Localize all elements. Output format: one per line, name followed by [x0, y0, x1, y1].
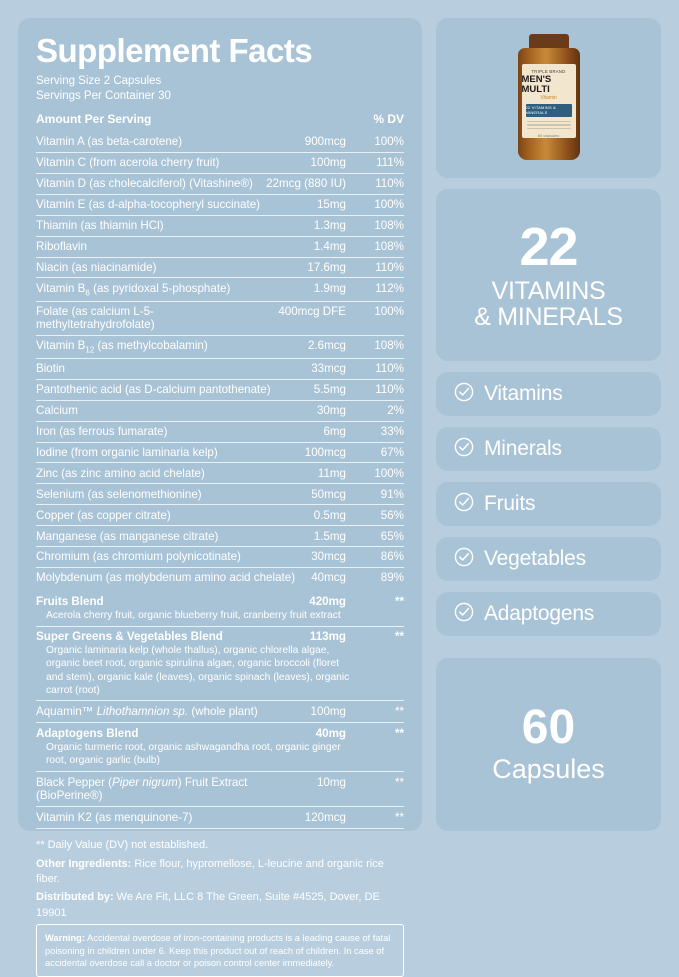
- nutrient-amount: 40mcg: [311, 571, 346, 585]
- nutrient-dv: 100%: [374, 466, 404, 480]
- nutrient-amount: 11mg: [317, 466, 346, 480]
- check-circle-icon: [454, 547, 474, 572]
- nutrient-name: Vitamin $B_{12}$ (as methylcobalamin): [36, 339, 208, 355]
- nutrient-name: Vitamin C (from acerola cherry fruit): [36, 156, 220, 170]
- nutrient-dv: 108%: [374, 218, 404, 232]
- nutrient-amount: 50mcg: [311, 487, 346, 501]
- ingredient-dv: **: [394, 775, 404, 789]
- serving-size: Serving Size 2 Capsules: [36, 74, 162, 87]
- bottle-label-lines: [527, 121, 571, 132]
- feature-chip-adaptogens: [436, 592, 661, 636]
- feature-chip-label: Adaptogens: [484, 602, 595, 625]
- vitamins-minerals-count-card: [436, 189, 661, 361]
- count-label-line1: VITAMINS: [491, 276, 606, 305]
- feature-chip-label: Vitamins: [484, 382, 563, 405]
- nutrient-name: Chromium (as chromium polynicotinate): [36, 550, 241, 564]
- nutrient-name: Folate (as calcium L-5-methyltetrahydrofolate): [36, 304, 155, 332]
- nutrient-amount: 100mcg: [304, 445, 346, 459]
- warning-box: [36, 924, 404, 977]
- nutrient-name: Pantothenic acid (as D-calcium pantothenate): [36, 383, 271, 397]
- bottle-label: [522, 64, 576, 138]
- right-column: [436, 18, 661, 831]
- table-row: [36, 505, 404, 526]
- table-row: [36, 380, 404, 401]
- table-header: [36, 109, 404, 128]
- nutrient-table: [36, 132, 404, 588]
- blend-amount: 40mg: [315, 726, 346, 740]
- feature-chip-list: [436, 372, 661, 647]
- blend-dv: **: [394, 595, 404, 609]
- blend-table: [36, 592, 404, 829]
- bottle-label-title: MEN'S MULTI: [521, 74, 552, 95]
- other-ingredients: [36, 857, 404, 891]
- nutrient-dv: 110%: [375, 260, 404, 274]
- check-circle-icon: [454, 492, 474, 517]
- table-row: [36, 484, 404, 505]
- table-row: [36, 772, 404, 807]
- nutrient-dv: 33%: [380, 424, 404, 438]
- ingredient-name: Aquamin™ Lithothamnion sp. (whole plant): [36, 705, 258, 719]
- distributed-by: [36, 890, 404, 924]
- nutrient-dv: 86%: [380, 550, 404, 564]
- servings-per-container: Servings Per Container 30: [36, 89, 171, 102]
- page-title: Supplement Facts: [36, 32, 313, 69]
- capsule-count-number: 60: [521, 701, 576, 754]
- blend-name: Fruits Blend: [36, 595, 104, 609]
- table-row: [36, 526, 404, 547]
- percent-dv-header: % DV: [373, 111, 404, 126]
- nutrient-name: Vitamin A (as beta-carotene): [36, 135, 183, 149]
- daily-value-note: ** Daily Value (DV) not established.: [36, 838, 209, 851]
- ingredient-amount: 120mcg: [304, 810, 346, 824]
- feature-chip-vitamins: [436, 372, 661, 416]
- nutrient-amount: 30mcg: [311, 550, 346, 564]
- bottle-label-count: 60 capsules: [537, 133, 560, 138]
- feature-chip-minerals: [436, 427, 661, 471]
- table-row: [36, 701, 404, 723]
- nutrient-name: Vitamin E (as d-alpha-tocopheryl succinate): [36, 198, 261, 212]
- blend-dv: **: [394, 726, 404, 740]
- nutrient-amount: 1.9mg: [313, 281, 346, 295]
- nutrient-name: Selenium (as selenomethionine): [36, 487, 202, 501]
- nutrient-amount: 2.6mcg: [307, 339, 346, 353]
- blend-dv: **: [394, 629, 404, 643]
- blend-details: Organic turmeric root, organic ashwagandha root, organic ginger root, organic garlic (bulb): [36, 741, 404, 772]
- table-row: [36, 237, 404, 258]
- ingredient-amount: 10mg: [316, 775, 346, 789]
- table-row: [36, 132, 404, 153]
- table-row: [36, 216, 404, 237]
- nutrient-name: Zinc (as zinc amino acid chelate): [36, 466, 205, 480]
- bottle-label-script: Vitamin: [540, 95, 557, 101]
- check-circle-icon: [454, 437, 474, 462]
- nutrient-dv: 100%: [374, 304, 404, 318]
- nutrient-dv: 110%: [375, 383, 404, 397]
- nutrient-name: Vitamin D (as cholecalciferol) (Vitashine®): [36, 177, 253, 191]
- nutrient-amount: 5.5mg: [313, 383, 346, 397]
- ingredient-dv: **: [394, 705, 404, 719]
- nutrient-amount: 0.5mg: [313, 508, 346, 522]
- table-row: [36, 336, 404, 359]
- table-row: [36, 302, 404, 336]
- blend-amount: 420mg: [309, 595, 346, 609]
- nutrient-dv: 91%: [380, 487, 404, 501]
- table-row: [36, 443, 404, 464]
- nutrient-amount: 1.4mg: [313, 239, 346, 253]
- nutrient-dv: 100%: [374, 198, 404, 212]
- ingredient-name: Vitamin K2 (as menquinone-7): [36, 810, 193, 824]
- blend-amount: 113mg: [309, 629, 346, 643]
- blend-name: Adaptogens Blend: [36, 726, 139, 740]
- count-number: 22: [519, 216, 578, 277]
- feature-chip-label: Fruits: [484, 492, 536, 515]
- nutrient-dv: 108%: [374, 239, 404, 253]
- ingredient-amount: 100mg: [310, 705, 346, 719]
- feature-chip-label: Minerals: [484, 437, 562, 460]
- nutrient-name: Riboflavin: [36, 239, 87, 253]
- nutrient-amount: 400mcg DFE: [278, 304, 346, 318]
- count-label: [474, 278, 622, 331]
- ingredient-dv: **: [394, 810, 404, 824]
- nutrient-amount: 1.5mg: [313, 529, 346, 543]
- nutrient-name: Vitamin $B_6$ (as pyridoxal 5-phosphate): [36, 281, 231, 298]
- table-row: [36, 463, 404, 484]
- nutrient-name: Iodine (from organic laminaria kelp): [36, 445, 218, 459]
- nutrient-dv: 108%: [374, 339, 404, 353]
- table-row: [36, 153, 404, 174]
- nutrient-dv: 89%: [380, 571, 404, 585]
- nutrient-amount: 15mg: [316, 198, 346, 212]
- capsule-count-card: [436, 658, 661, 831]
- nutrient-amount: 30mg: [316, 404, 346, 418]
- blend-details: Organic laminaria kelp (whole thallus), organic chlorella algae, organic beet root, organic spirulina algae, organic broccoli (floret and stem), organic kale (leaves), organic spinach (leaves), organic carrot (root): [36, 644, 404, 702]
- blend-row: [36, 627, 404, 644]
- table-row: [36, 401, 404, 422]
- ingredient-name: Black Pepper (Piper nigrum) Fruit Extract (BioPerine®): [36, 775, 248, 802]
- nutrient-name: Niacin (as niacinamide): [36, 260, 157, 274]
- distributed-by-text: We Are Fit, LLC 8 The Green, Suite #4525, Dover, DE 19901: [36, 891, 380, 920]
- bottle-label-brand: TRIPLE BRAND: [531, 69, 566, 74]
- other-ingredients-label: Other Ingredients:: [36, 857, 132, 870]
- nutrient-dv: 67%: [380, 445, 404, 459]
- blend-name: Super Greens & Vegetables Blend: [36, 629, 223, 643]
- feature-chip-vegetables: [436, 537, 661, 581]
- nutrient-dv: 110%: [375, 177, 404, 191]
- nutrient-dv: 112%: [375, 281, 404, 295]
- other-ingredients-text: Rice flour, hypromellose, L-leucine and organic rice fiber.: [36, 857, 384, 886]
- nutrient-dv: 65%: [380, 529, 404, 543]
- nutrient-name: Calcium: [36, 404, 78, 418]
- supplement-facts-panel: [18, 18, 422, 968]
- nutrient-amount: 900mcg: [304, 135, 346, 149]
- bottle-illustration: [516, 34, 582, 162]
- table-row: [36, 278, 404, 301]
- nutrient-name: Molybdenum (as molybdenum amino acid chelate): [36, 571, 296, 585]
- blend-row: [36, 723, 404, 740]
- table-row: [36, 174, 404, 195]
- warning-text: Accidental overdose of iron-containing products is a leading cause of fatal poisoning in children under 6. Keep this product out of reach of children. In case of accidental overdose call a doctor or poison control center immediately.: [45, 933, 391, 968]
- blend-details: Acerola cherry fruit, organic blueberry fruit, cranberry fruit extract: [36, 609, 404, 626]
- product-image-card: [436, 18, 661, 178]
- blend-row: [36, 592, 404, 609]
- nutrient-amount: 17.6mg: [307, 260, 346, 274]
- table-row: [36, 359, 404, 380]
- check-circle-icon: [454, 382, 474, 407]
- nutrient-dv: 110%: [375, 362, 404, 376]
- nutrient-name: Thiamin (as thiamin HCl): [36, 218, 164, 232]
- nutrient-amount: 1.3mg: [313, 218, 346, 232]
- nutrient-name: Biotin: [36, 362, 66, 376]
- distributed-by-label: Distributed by:: [36, 891, 114, 904]
- feature-chip-fruits: [436, 482, 661, 526]
- nutrient-name: Manganese (as manganese citrate): [36, 529, 219, 543]
- nutrient-dv: 111%: [376, 156, 404, 170]
- nutrient-amount: 6mg: [323, 424, 346, 438]
- feature-chip-label: Vegetables: [484, 547, 586, 570]
- table-row: [36, 807, 404, 829]
- bottle-label-band: 22 VITAMINS & MINERALS: [526, 104, 572, 117]
- warning-label: Warning:: [45, 933, 85, 944]
- nutrient-dv: 100%: [374, 135, 404, 149]
- table-row: [36, 422, 404, 443]
- table-row: [36, 195, 404, 216]
- count-label-line2: & MINERALS: [474, 303, 623, 331]
- nutrient-amount: 100mg: [310, 156, 346, 170]
- check-circle-icon: [454, 602, 474, 627]
- table-row: [36, 258, 404, 279]
- nutrient-amount: 33mcg: [311, 362, 346, 376]
- nutrient-name: Iron (as ferrous fumarate): [36, 424, 168, 438]
- nutrient-amount: 22mcg (880 IU): [266, 177, 346, 191]
- nutrient-dv: 56%: [380, 508, 404, 522]
- amount-per-serving-header: Amount Per Serving: [36, 111, 152, 126]
- nutrient-dv: 2%: [387, 404, 404, 418]
- capsule-count-label: Capsules: [492, 754, 605, 784]
- table-row: [36, 547, 404, 568]
- table-row: [36, 568, 404, 588]
- nutrient-name: Copper (as copper citrate): [36, 508, 171, 522]
